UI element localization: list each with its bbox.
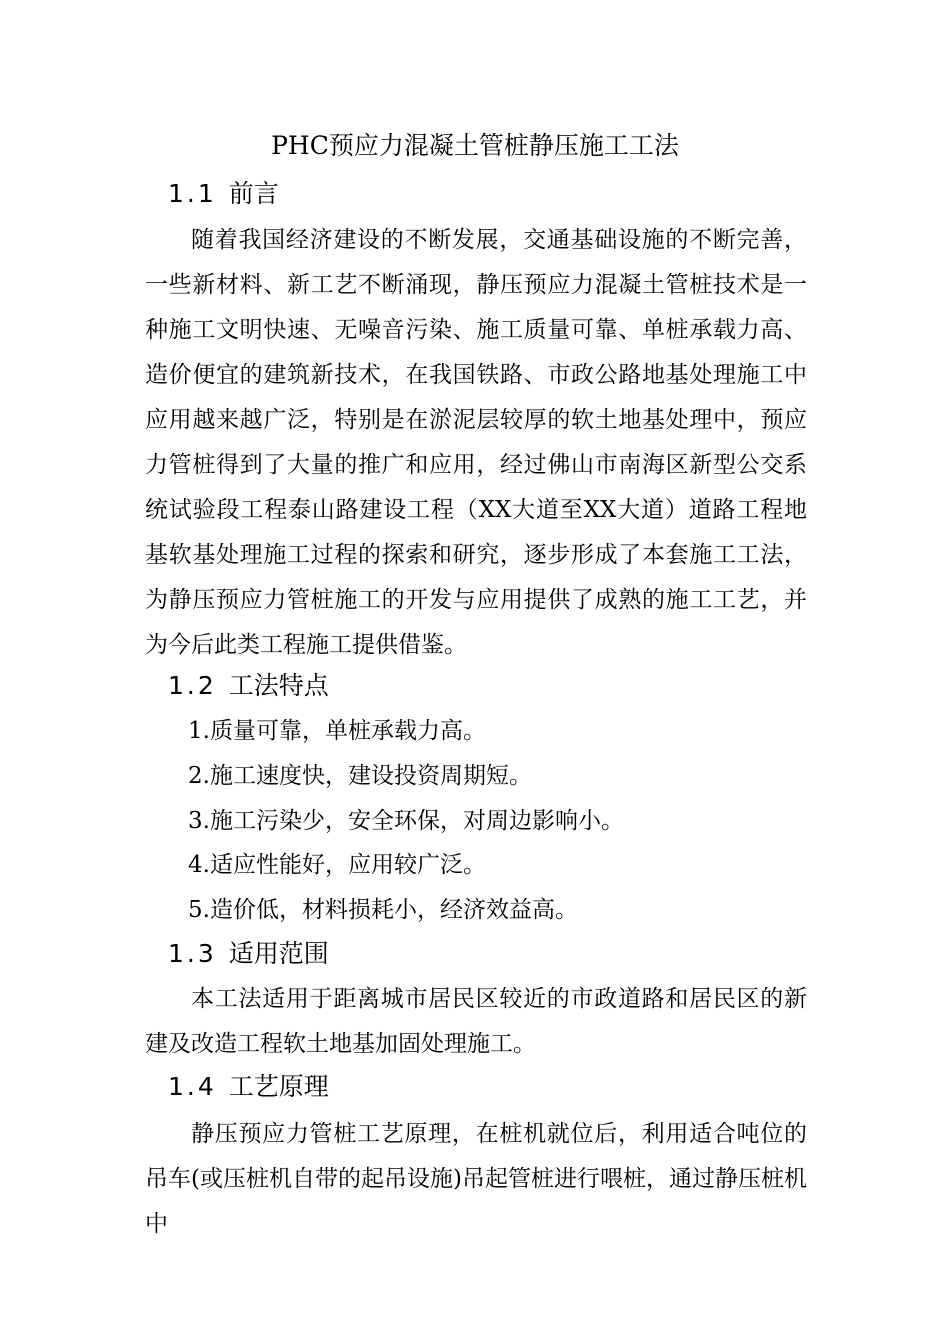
feature-list-item-2: 2.施工速度快，建设投资周期短。 [188,763,532,789]
section-heading-1-4 [168,1069,329,1105]
section-paragraph-1-4: 静压预应力管桩工艺原理，在桩机就位后，利用适合吨位的吊车(或压桩机自带的起吊设施)吊起管桩进行喂桩，通过静压桩机中 [145,1121,807,1237]
document-title: PHC预应力混凝土管桩静压施工工法 [271,131,679,160]
section-paragraph-1-3: 本工法适用于距离城市居民区较近的市政道路和居民区的新建及改造工程软土地基加固处理施工。 [145,986,807,1057]
section-number: 1.3 [168,939,217,968]
section-title: 工法特点 [228,671,329,700]
section-heading-1-2 [168,668,329,704]
section-paragraph-1-1: 随着我国经济建设的不断发展，交通基础设施的不断完善，一些新材料、新工艺不断涌现，静压预应力混凝土管桩技术是一种施工文明快速、无噪音污染、施工质量可靠、单桩承载力高、造价便宜的建筑新技术，在我国铁路、市政公路地基处理施工中应用越来越广泛，特别是在淤泥层较厚的软土地基处理中，预应力管桩得到了大量的推广和应用，经过佛山市南海区新型公交系统试验段工程泰山路建设工程（XX大道至XX大道）道路工程地基软基处理施工过程的探索和研究，逐步形成了本套施工工法，为静压预应力管桩施工的开发与应用提供了成熟的施工工艺，并为今后此类工程施工提供借鉴。 [145,227,807,658]
feature-list-item-3: 3.施工污染少，安全环保，对周边影响小。 [188,808,624,834]
feature-list-item-1: 1.质量可靠，单桩承载力高。 [188,718,486,744]
section-title: 前言 [228,179,279,208]
section-number: 1.4 [168,1072,217,1101]
feature-list-item-4: 4.适应性能好，应用较广泛。 [188,852,486,878]
section-number: 1.1 [168,179,217,208]
feature-list-item-5: 5.造价低，材料损耗小，经济效益高。 [188,897,578,923]
section-heading-1-3 [168,936,329,972]
section-number: 1.2 [168,671,217,700]
section-heading-1-1 [168,176,279,212]
section-title: 适用范围 [228,939,329,968]
section-title: 工艺原理 [228,1072,329,1101]
